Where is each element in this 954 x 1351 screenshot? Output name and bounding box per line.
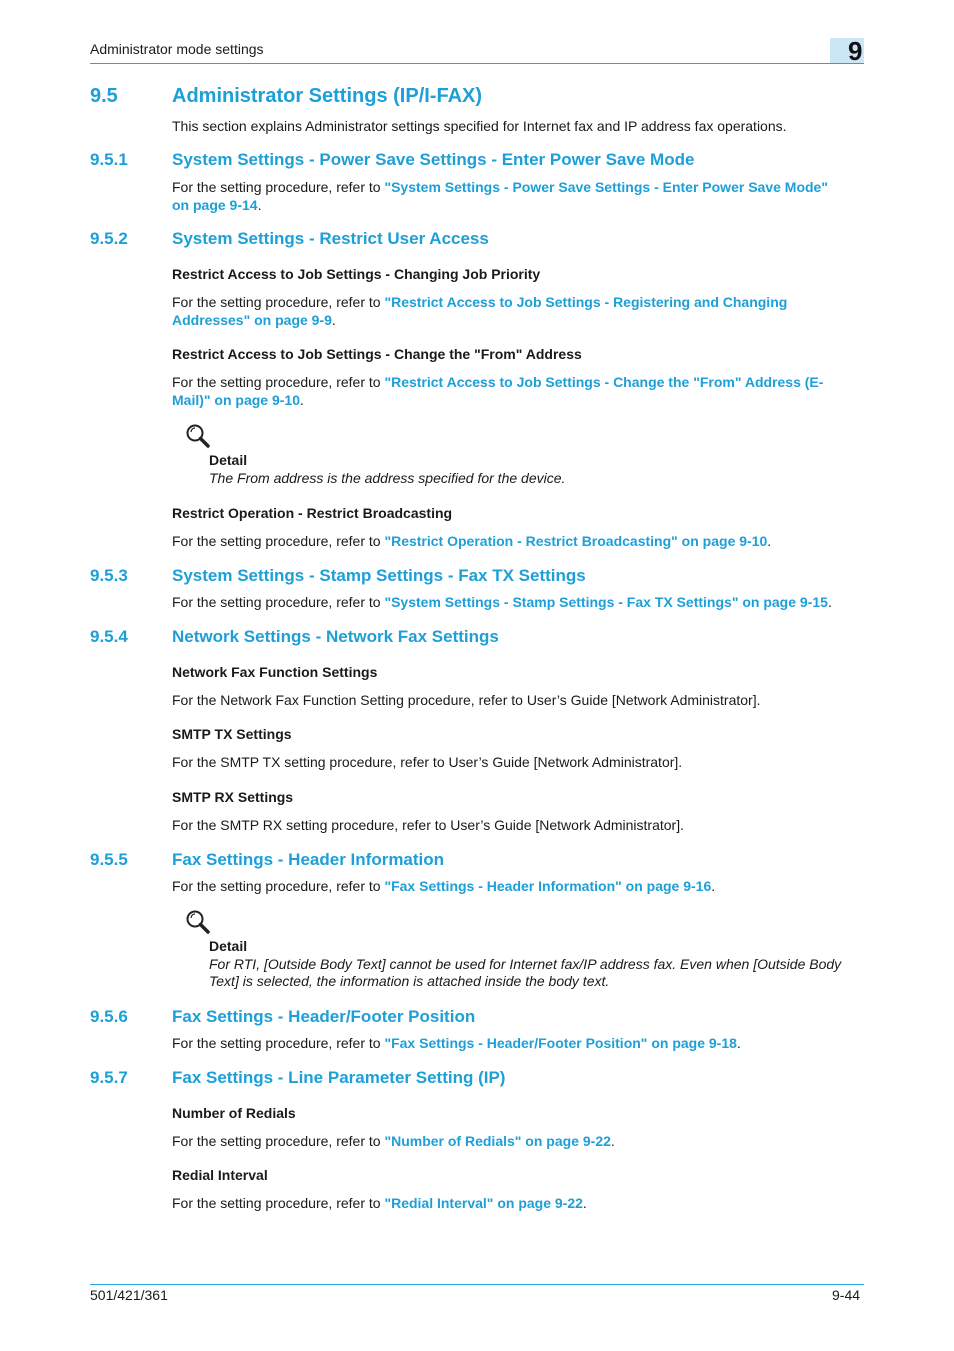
subsection-title: System Settings - Restrict User Access [172, 229, 489, 248]
section-number: 9.5 [90, 85, 118, 107]
refer-text: For the setting procedure, refer to [172, 374, 385, 390]
refer-text: For the setting procedure, refer to [172, 533, 385, 549]
subsection-number: 9.5.7 [90, 1068, 128, 1087]
period: . [257, 197, 262, 213]
subsection-number: 9.5.6 [90, 1007, 128, 1026]
reference-link[interactable]: "System Settings - Power Save Settings - Enter Power Save Mode" [384, 179, 828, 195]
reference-paragraph [172, 1132, 862, 1150]
sub-heading: Network Fax Function Settings [172, 664, 378, 680]
running-header: Administrator mode settings [90, 41, 264, 57]
subsection-number: 9.5.4 [90, 627, 128, 646]
refer-text: For the setting procedure, refer to [172, 1035, 385, 1051]
reference-link[interactable]: "Restrict Operation - Restrict Broadcasting" on page 9-10 [384, 533, 768, 549]
body-paragraph: For the Network Fax Function Setting procedure, refer to User’s Guide [Network Administrator]. [172, 692, 761, 708]
sub-heading: SMTP RX Settings [172, 789, 294, 805]
header-rule [90, 63, 864, 64]
reference-paragraph [172, 877, 862, 895]
section-intro: This section explains Administrator settings specified for Internet fax and IP address fax operations. [172, 118, 787, 134]
detail-text [209, 956, 865, 990]
period: . [582, 1195, 587, 1211]
reference-paragraph [172, 178, 862, 214]
period: . [767, 533, 772, 549]
magnifier-icon [185, 423, 211, 449]
subsection-title: Fax Settings - Line Parameter Setting (IP) [172, 1068, 506, 1087]
reference-link[interactable]: "System Settings - Stamp Settings - Fax TX Settings" on page 9-15 [384, 594, 828, 610]
reference-paragraph [172, 1034, 862, 1052]
period: . [827, 594, 832, 610]
reference-paragraph [172, 532, 862, 550]
detail-text-line: Text] is selected, the information is attached inside the body text. [209, 973, 610, 989]
subsection-number: 9.5.3 [90, 566, 128, 585]
reference-link[interactable]: "Number of Redials" on page 9-22 [384, 1133, 611, 1149]
subsection-title: Fax Settings - Header Information [172, 850, 445, 869]
refer-text: For the setting procedure, refer to [172, 594, 385, 610]
period: . [331, 312, 336, 328]
subsection-number: 9.5.5 [90, 850, 128, 869]
refer-text: For the setting procedure, refer to [172, 294, 385, 310]
refer-text: For the setting procedure, refer to [172, 179, 385, 195]
body-paragraph: For the SMTP TX setting procedure, refer to User’s Guide [Network Administrator]. [172, 754, 683, 770]
subsection-number: 9.5.2 [90, 229, 128, 248]
sub-heading: Restrict Access to Job Settings - Change the "From" Address [172, 346, 582, 362]
period: . [610, 1133, 615, 1149]
sub-heading: Restrict Access to Job Settings - Changing Job Priority [172, 266, 541, 282]
body-paragraph: For the SMTP RX setting procedure, refer to User’s Guide [Network Administrator]. [172, 817, 684, 833]
detail-text-line: For RTI, [Outside Body Text] cannot be used for Internet fax/IP address fax. Even when [Outside Body [209, 956, 842, 972]
subsection-title: System Settings - Stamp Settings - Fax TX Settings [172, 566, 586, 585]
detail-label: Detail [209, 938, 248, 954]
reference-link-page[interactable]: on page 9-14 [172, 197, 258, 213]
reference-link-page[interactable]: Addresses" on page 9-9 [172, 312, 332, 328]
detail-text: The From address is the address specified for the device. [209, 470, 566, 486]
refer-text: For the setting procedure, refer to [172, 878, 385, 894]
period: . [711, 878, 716, 894]
footer-page-number: 9-44 [832, 1287, 861, 1303]
reference-link[interactable]: "Restrict Access to Job Settings - Change the "From" Address (E- [384, 374, 824, 390]
sub-heading: Number of Redials [172, 1105, 296, 1121]
refer-text: For the setting procedure, refer to [172, 1195, 385, 1211]
reference-link[interactable]: "Redial Interval" on page 9-22 [384, 1195, 583, 1211]
refer-text: For the setting procedure, refer to [172, 1133, 385, 1149]
detail-label: Detail [209, 452, 248, 468]
sub-heading: Restrict Operation - Restrict Broadcasting [172, 505, 453, 521]
reference-paragraph [172, 373, 862, 409]
subsection-title: Network Settings - Network Fax Settings [172, 627, 499, 646]
reference-paragraph [172, 293, 862, 329]
subsection-title: Fax Settings - Header/Footer Position [172, 1007, 476, 1026]
reference-link-page[interactable]: Mail)" on page 9-10 [172, 392, 300, 408]
period: . [736, 1035, 741, 1051]
sub-heading: SMTP TX Settings [172, 726, 292, 742]
chapter-number: 9 [848, 36, 863, 66]
subsection-title: System Settings - Power Save Settings - Enter Power Save Mode [172, 150, 695, 169]
reference-link[interactable]: "Fax Settings - Header Information" on page 9-16 [384, 878, 712, 894]
footer-model: 501/421/361 [90, 1287, 168, 1303]
period: . [300, 392, 304, 408]
section-title: Administrator Settings (IP/I-FAX) [172, 85, 483, 107]
sub-heading: Redial Interval [172, 1167, 268, 1183]
reference-link[interactable]: "Fax Settings - Header/Footer Position" on page 9-18 [384, 1035, 737, 1051]
magnifier-icon [185, 909, 211, 935]
reference-link[interactable]: "Restrict Access to Job Settings - Registering and Changing [384, 294, 788, 310]
reference-paragraph [172, 1194, 862, 1212]
subsection-number: 9.5.1 [90, 150, 128, 169]
footer-rule [90, 1284, 864, 1285]
reference-paragraph [172, 593, 862, 611]
